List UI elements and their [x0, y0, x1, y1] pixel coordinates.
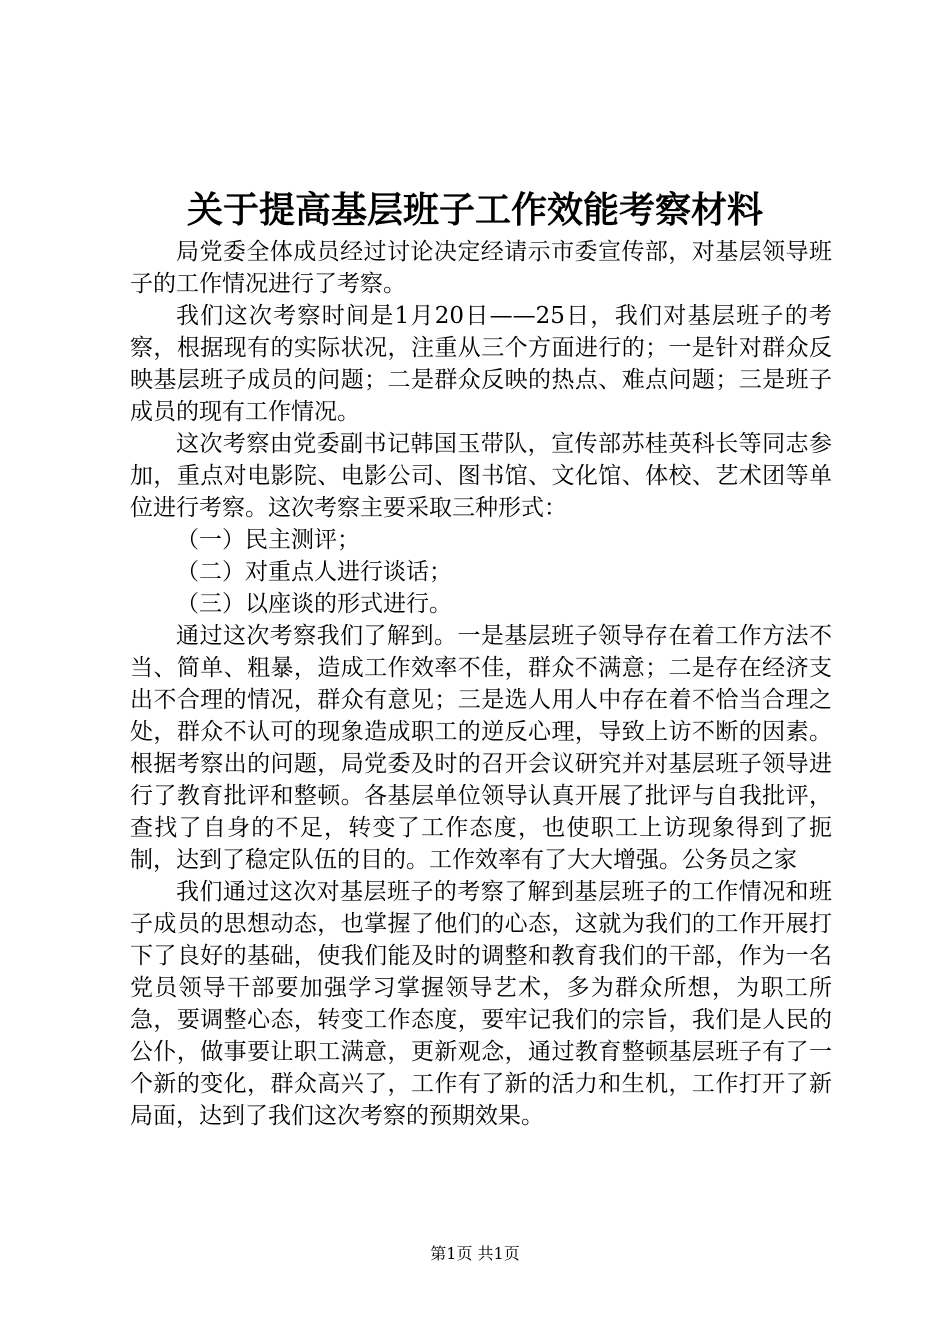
- page-number-footer: 第1页 共1页: [430, 1244, 520, 1263]
- list-item-form-3: （三）以座谈的形式进行。: [176, 591, 452, 617]
- paragraph-conclusion: 我们通过这次对基层班子的考察了解到基层班子的工作情况和班子成员的思想动态，也掌握了他们的心态，这就为我们的工作开展打下了良好的基础，使我们能及时的调整和教育我们的干部，作为一名党员领导干部要加强学习掌握领导艺术，多为群众所想，为职工所急，要调整心态，转变工作态度，要牢记我们的宗旨，我们是人民的公仆，做事要让职工满意，更新观念，通过教育整顿基层班子有了一个新的变化，群众高兴了，工作有了新的活力和生机，工作打开了新局面，达到了我们这次考察的预期效果。: [130, 879, 832, 1129]
- document-title: 关于提高基层班子工作效能考察材料: [186, 189, 763, 231]
- list-item-form-2: （二）对重点人进行谈话；: [176, 559, 452, 585]
- paragraph-findings: 通过这次考察我们了解到。一是基层班子领导存在着工作方法不当、简单、粗暴，造成工作效率不佳，群众不满意；二是存在经济支出不合理的情况，群众有意见；三是选人用人中存在着不恰当合理之处，群众不认可的现象造成职工的逆反心理，导致上访不断的因素。根据考察出的问题，局党委及时的召开会议研究并对基层班子领导进行了教育批评和整顿。各基层单位领导认真开展了批评与自我批评，查找了自身的不足，转变了工作态度，也使职工上访现象得到了扼制，达到了稳定队伍的目的。工作效率有了大大增强。公务员之家: [130, 623, 832, 873]
- document-body: [130, 236, 832, 1132]
- paragraph-team-units: 这次考察由党委副书记韩国玉带队，宣传部苏桂英科长等同志参加，重点对电影院、电影公司、图书馆、文化馆、体校、艺术团等单位进行考察。这次考察主要采取三种形式：: [130, 431, 832, 521]
- list-item-form-1: （一）民主测评；: [176, 527, 360, 553]
- paragraph-time-scope: 我们这次考察时间是1月20日——25日，我们对基层班子的考察，根据现有的实际状况，注重从三个方面进行的；一是针对群众反映基层班子成员的问题；二是群众反映的热点、难点问题；三是班子成员的现有工作情况。: [130, 303, 832, 425]
- paragraph-intro: 局党委全体成员经过讨论决定经请示市委宣传部，对基层领导班子的工作情况进行了考察。: [130, 239, 832, 297]
